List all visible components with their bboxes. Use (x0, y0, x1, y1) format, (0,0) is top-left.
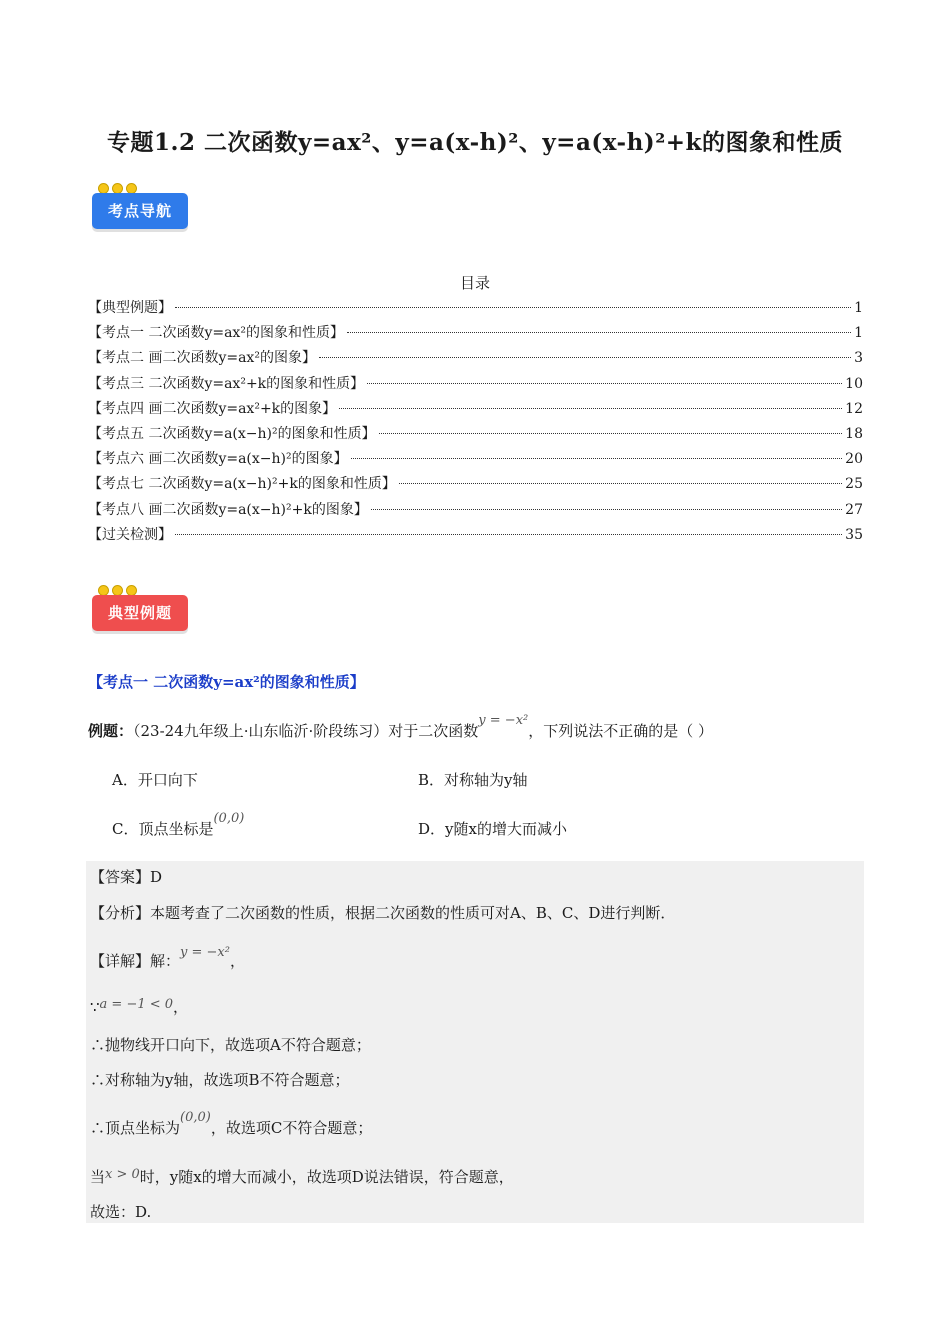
toc-item[interactable]: 【考点四 画二次函数y=ax²+k的图象】 12 (88, 400, 863, 417)
option-b[interactable]: B．对称轴为y轴 (418, 771, 528, 789)
option-d[interactable]: D．y随x的增大而减小 (418, 820, 567, 838)
toc-item[interactable]: 【考点五 二次函数y=a(x−h)²的图象和性质】 18 (88, 425, 863, 442)
toc-item[interactable]: 【过关检测】 35 (88, 526, 863, 543)
toc-heading: 目录 (459, 274, 490, 292)
example-badge-wrap (92, 595, 188, 631)
answer-line: 【答案】D (90, 868, 163, 886)
toc-item[interactable]: 【考点六 画二次函数y=a(x−h)²的图象】 20 (88, 451, 863, 468)
toc-item[interactable]: 【考点八 画二次函数y=a(x−h)²+k的图象】 27 (88, 501, 863, 518)
question-source: （23-24九年级上·山东临沂·阶段练习）对于二次函数 (133, 722, 479, 740)
question-suffix: ，下列说法不正确的是（ ） (528, 722, 714, 740)
toc-item[interactable]: 【考点七 二次函数y=a(x−h)²+k的图象和性质】 25 (88, 476, 863, 493)
option-a[interactable]: A．开口向下 (112, 771, 198, 789)
question-formula: y = −x² (478, 713, 529, 728)
toc-item[interactable]: 【考点三 二次函数y=ax²+k的图象和性质】 10 (88, 375, 863, 392)
analysis-line: 【分析】本题考查了二次函数的性质，根据二次函数的性质可对A、B、C、D进行判断． (90, 904, 676, 922)
table-of-contents (88, 297, 863, 549)
toc-item[interactable]: 【考点二 画二次函数y=ax²的图象】 3 (88, 350, 863, 367)
detail-line: 故选：D. (90, 1203, 152, 1221)
detail-line: ∵a = −1 < 0， (90, 997, 189, 1016)
section-heading: 【考点一 二次函数y=ax²的图象和性质】 (88, 673, 365, 691)
detail-line: 【详解】解：y = −x²， (90, 945, 245, 970)
option-c[interactable]: C．顶点坐标是(0,0) (112, 811, 245, 838)
example-badge: 典型例题 (92, 595, 188, 631)
toc-item[interactable]: 【典型例题】 1 (88, 300, 863, 316)
nav-badge: 考点导航 (92, 193, 188, 229)
question (88, 713, 714, 741)
detail-line: ∴抛物线开口向下，故选项A不符合题意； (90, 1036, 371, 1054)
option-c-formula: (0,0) (213, 811, 245, 826)
detail-line: ∴对称轴为y轴，故选项B不符合题意； (90, 1071, 350, 1089)
question-prefix: 例题： (88, 722, 134, 740)
detail-line: ∴顶点坐标为(0,0)，故选项C不符合题意； (90, 1110, 373, 1137)
nav-badge-wrap (92, 193, 188, 229)
toc-item[interactable]: 【考点一 二次函数y=ax²的图象和性质】 1 (88, 325, 863, 342)
page-title: 专题1.2 二次函数y=ax²、y=a(x-h)²、y=a(x-h)²+k的图象和性质 (107, 129, 843, 156)
detail-line: 当x > 0时，y随x的增大而减小，故选项D说法错误，符合题意， (90, 1167, 514, 1186)
